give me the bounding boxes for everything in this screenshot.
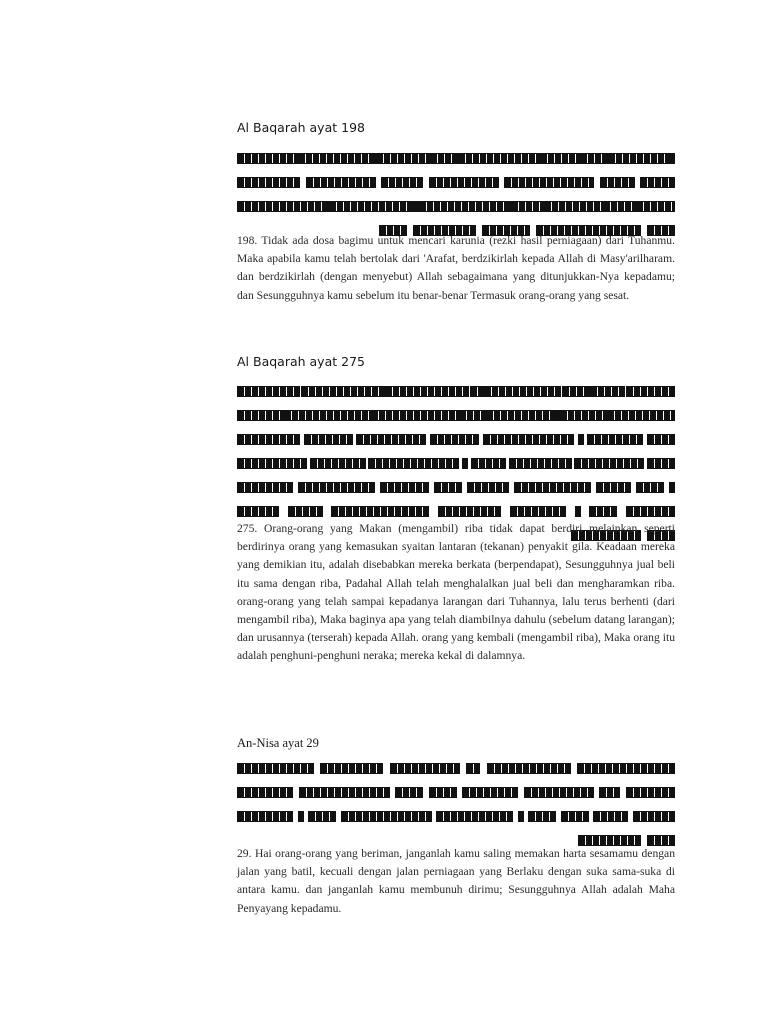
unrendered-arabic-word (509, 458, 572, 469)
unrendered-arabic-word (298, 482, 375, 493)
unrendered-arabic-word (390, 763, 460, 774)
arabic-line (237, 403, 675, 427)
unrendered-arabic-word (429, 177, 499, 188)
unrendered-arabic-word (301, 386, 385, 397)
section-al-baqarah-198 (237, 119, 675, 302)
unrendered-arabic-word (596, 482, 631, 493)
unrendered-arabic-word (467, 482, 509, 493)
unrendered-arabic-word (647, 835, 675, 846)
section-al-baqarah-275 (237, 353, 675, 663)
unrendered-arabic-word (380, 482, 429, 493)
unrendered-arabic-word (237, 458, 307, 469)
arabic-line (237, 194, 675, 218)
arabic-verse-block (237, 146, 675, 242)
unrendered-arabic-word (524, 787, 594, 798)
section-heading: An-Nisa ayat 29 (237, 736, 319, 750)
unrendered-arabic-word (483, 434, 574, 445)
unrendered-arabic-word (237, 201, 329, 212)
unrendered-arabic-word (237, 434, 300, 445)
unrendered-arabic-word (487, 763, 571, 774)
unrendered-arabic-word (341, 811, 432, 822)
section-heading: Al Baqarah ayat 198 (237, 120, 365, 135)
translation-text: 275. Orang-orang yang Makan (mengambil) riba tidak dapat berdiri melainkan seperti berdirinya orang yang kemasukan syaitan lantaran (tekanan) penyakit gila. Keadaan mereka yang demikian itu, adalah disebabkan mereka berkata (berpendapat), Sesungguhnya jual beli itu sama dengan riba, Padahal Allah telah menghalalkan jual beli dan mengharamkan riba. orang-orang yang telah sampai kepadanya larangan dari Tuhannya, lalu terus berhenti (dari mengambil riba), Maka baginya apa yang telah diambilnya dahulu (sebelum datang larangan); dan urusannya (terserah) kepada Allah. orang yang kembali (mengambil riba), Maka orang itu adalah penghuni-penghuni neraka; mereka kekal di dalamnya. (237, 522, 675, 663)
unrendered-arabic-word (575, 506, 581, 517)
unrendered-arabic-word (237, 811, 293, 822)
unrendered-arabic-word (600, 177, 635, 188)
unrendered-arabic-word (669, 482, 675, 493)
unrendered-arabic-word (608, 153, 669, 164)
unrendered-arabic-word (633, 811, 675, 822)
unrendered-arabic-word (626, 506, 675, 517)
unrendered-arabic-word (511, 201, 544, 212)
arabic-line (237, 379, 675, 403)
unrendered-arabic-word (462, 787, 518, 798)
unrendered-arabic-word (578, 434, 584, 445)
unrendered-arabic-word (381, 177, 423, 188)
section-an-nisa-29 (237, 734, 675, 915)
unrendered-arabic-word (470, 386, 484, 397)
unrendered-arabic-word (237, 386, 300, 397)
unrendered-arabic-word (237, 410, 284, 421)
unrendered-arabic-word (459, 410, 486, 421)
translation-text: 29. Hai orang-orang yang beriman, janganlah kamu saling memakan harta sesamamu dengan jalan yang batil, kecuali dengan jalan perniagaan yang Berlaku dengan suka sama-suka di antara kamu. dan janganlah kamu membunuh dirimu; Sesungguhnya Allah adalah Maha Penyayang kepadamu. (237, 847, 675, 915)
unrendered-arabic-word (419, 201, 511, 212)
unrendered-arabic-word (434, 482, 462, 493)
unrendered-arabic-word (371, 410, 459, 421)
unrendered-arabic-word (298, 153, 375, 164)
unrendered-arabic-word (331, 506, 429, 517)
unrendered-arabic-word (574, 458, 644, 469)
section-heading: Al Baqarah ayat 275 (237, 354, 365, 369)
arabic-line (237, 427, 675, 451)
unrendered-arabic-word (288, 506, 323, 517)
unrendered-arabic-word (528, 811, 556, 822)
unrendered-arabic-word (514, 482, 591, 493)
unrendered-arabic-word (647, 434, 675, 445)
unrendered-arabic-word (395, 787, 423, 798)
unrendered-arabic-word (636, 482, 664, 493)
unrendered-arabic-word (237, 482, 293, 493)
unrendered-arabic-word (518, 811, 524, 822)
unrendered-arabic-word (603, 201, 636, 212)
arabic-line (237, 756, 675, 780)
unrendered-arabic-word (607, 410, 675, 421)
unrendered-arabic-word (577, 763, 675, 774)
unrendered-arabic-word (306, 177, 376, 188)
unrendered-arabic-word (578, 835, 641, 846)
unrendered-arabic-word (237, 763, 314, 774)
arabic-line (237, 780, 675, 804)
unrendered-arabic-word (299, 787, 390, 798)
translation-text: 198. Tidak ada dosa bagimu untuk mencari karunia (rezki hasil perniagaan) dari Tuhanmu. Maka apabila kamu telah bertolak dari 'Arafat, berdzikirlah kepada Allah di Masy'arilharam. dan berdzikirlah (dengan menyebut) Allah sebagaimana yang ditunjukkan-Nya kepadamu; dan Sesungguhnya kamu sebelum itu benar-benar Termasuk orang-orang yang sesat. (237, 234, 675, 302)
unrendered-arabic-word (462, 458, 468, 469)
unrendered-arabic-word (430, 153, 458, 164)
unrendered-arabic-word (626, 787, 675, 798)
unrendered-arabic-word (385, 386, 469, 397)
unrendered-arabic-word (589, 506, 617, 517)
arabic-line (237, 170, 675, 194)
unrendered-arabic-word (376, 153, 431, 164)
arabic-line (237, 475, 675, 499)
unrendered-arabic-word (640, 177, 675, 188)
unrendered-arabic-word (430, 434, 479, 445)
unrendered-arabic-word (647, 458, 675, 469)
unrendered-arabic-word (466, 763, 480, 774)
unrendered-arabic-word (510, 506, 566, 517)
unrendered-arabic-word (429, 787, 457, 798)
unrendered-arabic-word (298, 811, 304, 822)
unrendered-arabic-word (310, 458, 366, 469)
arabic-verse-block (237, 756, 675, 852)
unrendered-arabic-word (320, 763, 383, 774)
unrendered-arabic-word (284, 410, 371, 421)
unrendered-arabic-word (599, 787, 620, 798)
unrendered-arabic-word (458, 153, 540, 164)
arabic-line (237, 451, 675, 475)
unrendered-arabic-word (356, 434, 426, 445)
unrendered-arabic-word (626, 386, 675, 397)
unrendered-arabic-word (237, 153, 298, 164)
unrendered-arabic-word (438, 506, 501, 517)
unrendered-arabic-word (484, 386, 561, 397)
unrendered-arabic-word (540, 153, 580, 164)
unrendered-arabic-word (590, 386, 625, 397)
unrendered-arabic-word (237, 506, 279, 517)
unrendered-arabic-word (237, 177, 300, 188)
unrendered-arabic-word (329, 201, 414, 212)
unrendered-arabic-word (544, 201, 602, 212)
unrendered-arabic-word (593, 811, 628, 822)
arabic-line (237, 146, 675, 170)
unrendered-arabic-word (587, 434, 643, 445)
unrendered-arabic-word (436, 811, 513, 822)
unrendered-arabic-word (237, 787, 293, 798)
arabic-line (237, 804, 675, 828)
unrendered-arabic-word (368, 458, 459, 469)
unrendered-arabic-word (562, 386, 590, 397)
unrendered-arabic-word (636, 201, 676, 212)
unrendered-arabic-word (504, 177, 594, 188)
unrendered-arabic-word (471, 458, 506, 469)
unrendered-arabic-word (304, 434, 353, 445)
unrendered-arabic-word (580, 153, 608, 164)
unrendered-arabic-word (486, 410, 554, 421)
unrendered-arabic-word (669, 153, 675, 164)
unrendered-arabic-word (308, 811, 336, 822)
unrendered-arabic-word (561, 811, 589, 822)
unrendered-arabic-word (560, 410, 607, 421)
